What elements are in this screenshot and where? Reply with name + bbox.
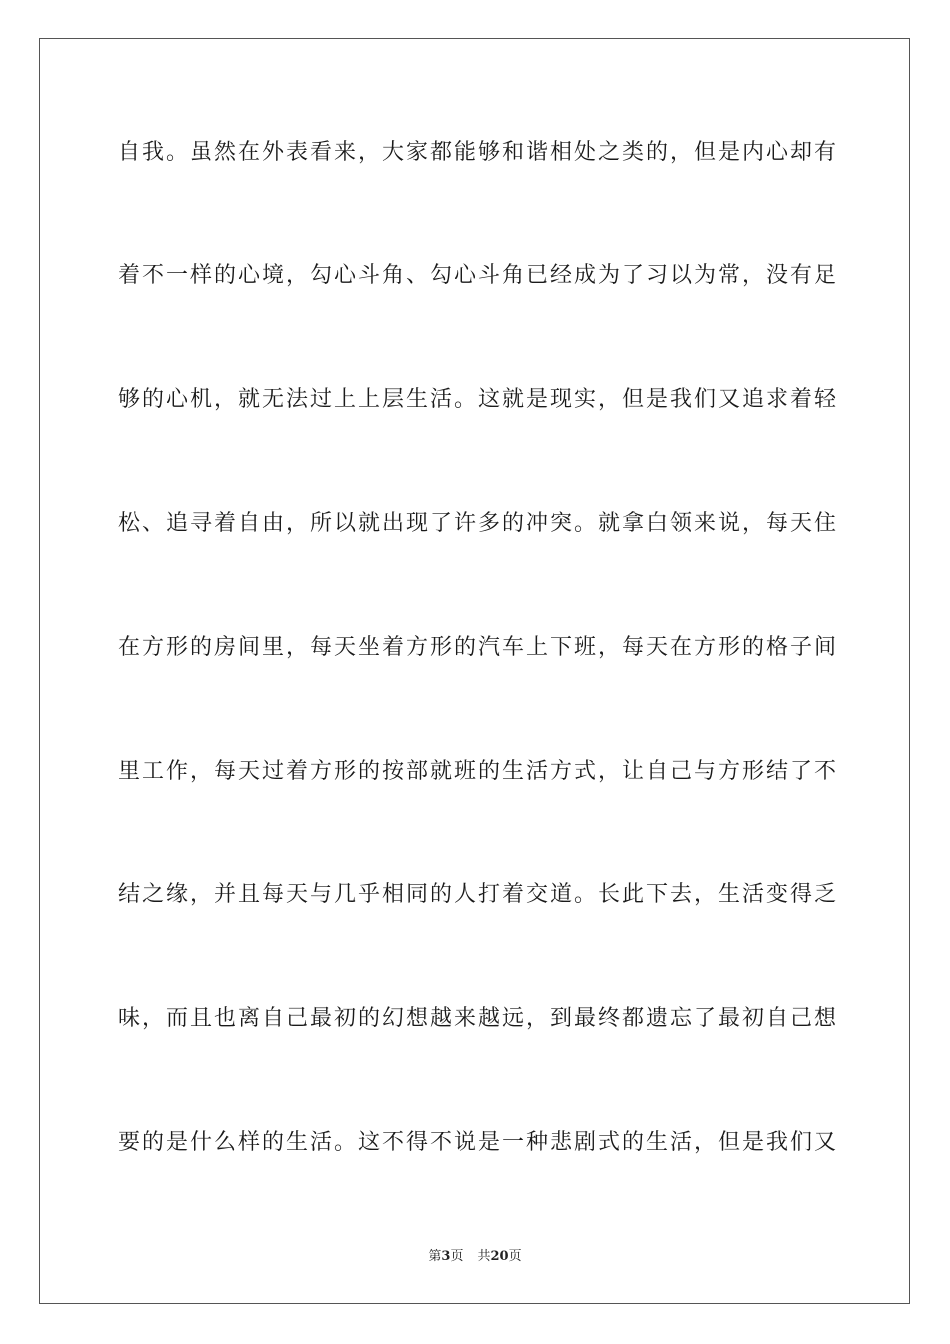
body-text-line-6: 里工作，每天过着方形的按部就班的生活方式，让自己与方形结了不 [118,759,838,784]
total-suffix: 页 [508,1249,522,1264]
body-text-line-7: 结之缘，并且每天与几乎相同的人打着交道。长此下去，生活变得乏 [118,882,838,907]
page-footer [0,1248,950,1266]
page-border [39,38,910,1304]
body-text-line-8: 味，而且也离自己最初的幻想越来越远，到最终都遗忘了最初自己想 [118,1006,838,1031]
page-suffix: 页 [450,1249,464,1264]
total-pages: 20 [490,1249,509,1264]
body-text-line-1: 自我。虽然在外表看来，大家都能够和谐相处之类的，但是内心却有 [118,140,838,165]
body-text-line-2: 着不一样的心境，勾心斗角、勾心斗角已经成为了习以为常，没有足 [118,263,838,288]
body-text-line-4: 松、追寻着自由，所以就出现了许多的冲突。就拿白领来说，每天住 [118,511,838,536]
body-text-line-5: 在方形的房间里，每天坐着方形的汽车上下班，每天在方形的格子间 [118,635,838,660]
page-number: 3 [441,1249,451,1264]
body-text-line-9: 要的是什么样的生活。这不得不说是一种悲剧式的生活，但是我们又 [118,1130,838,1155]
body-text-line-3: 够的心机，就无法过上上层生活。这就是现实，但是我们又追求着轻 [118,387,838,412]
page-prefix: 第 [428,1249,442,1264]
total-prefix: 共 [477,1249,491,1264]
